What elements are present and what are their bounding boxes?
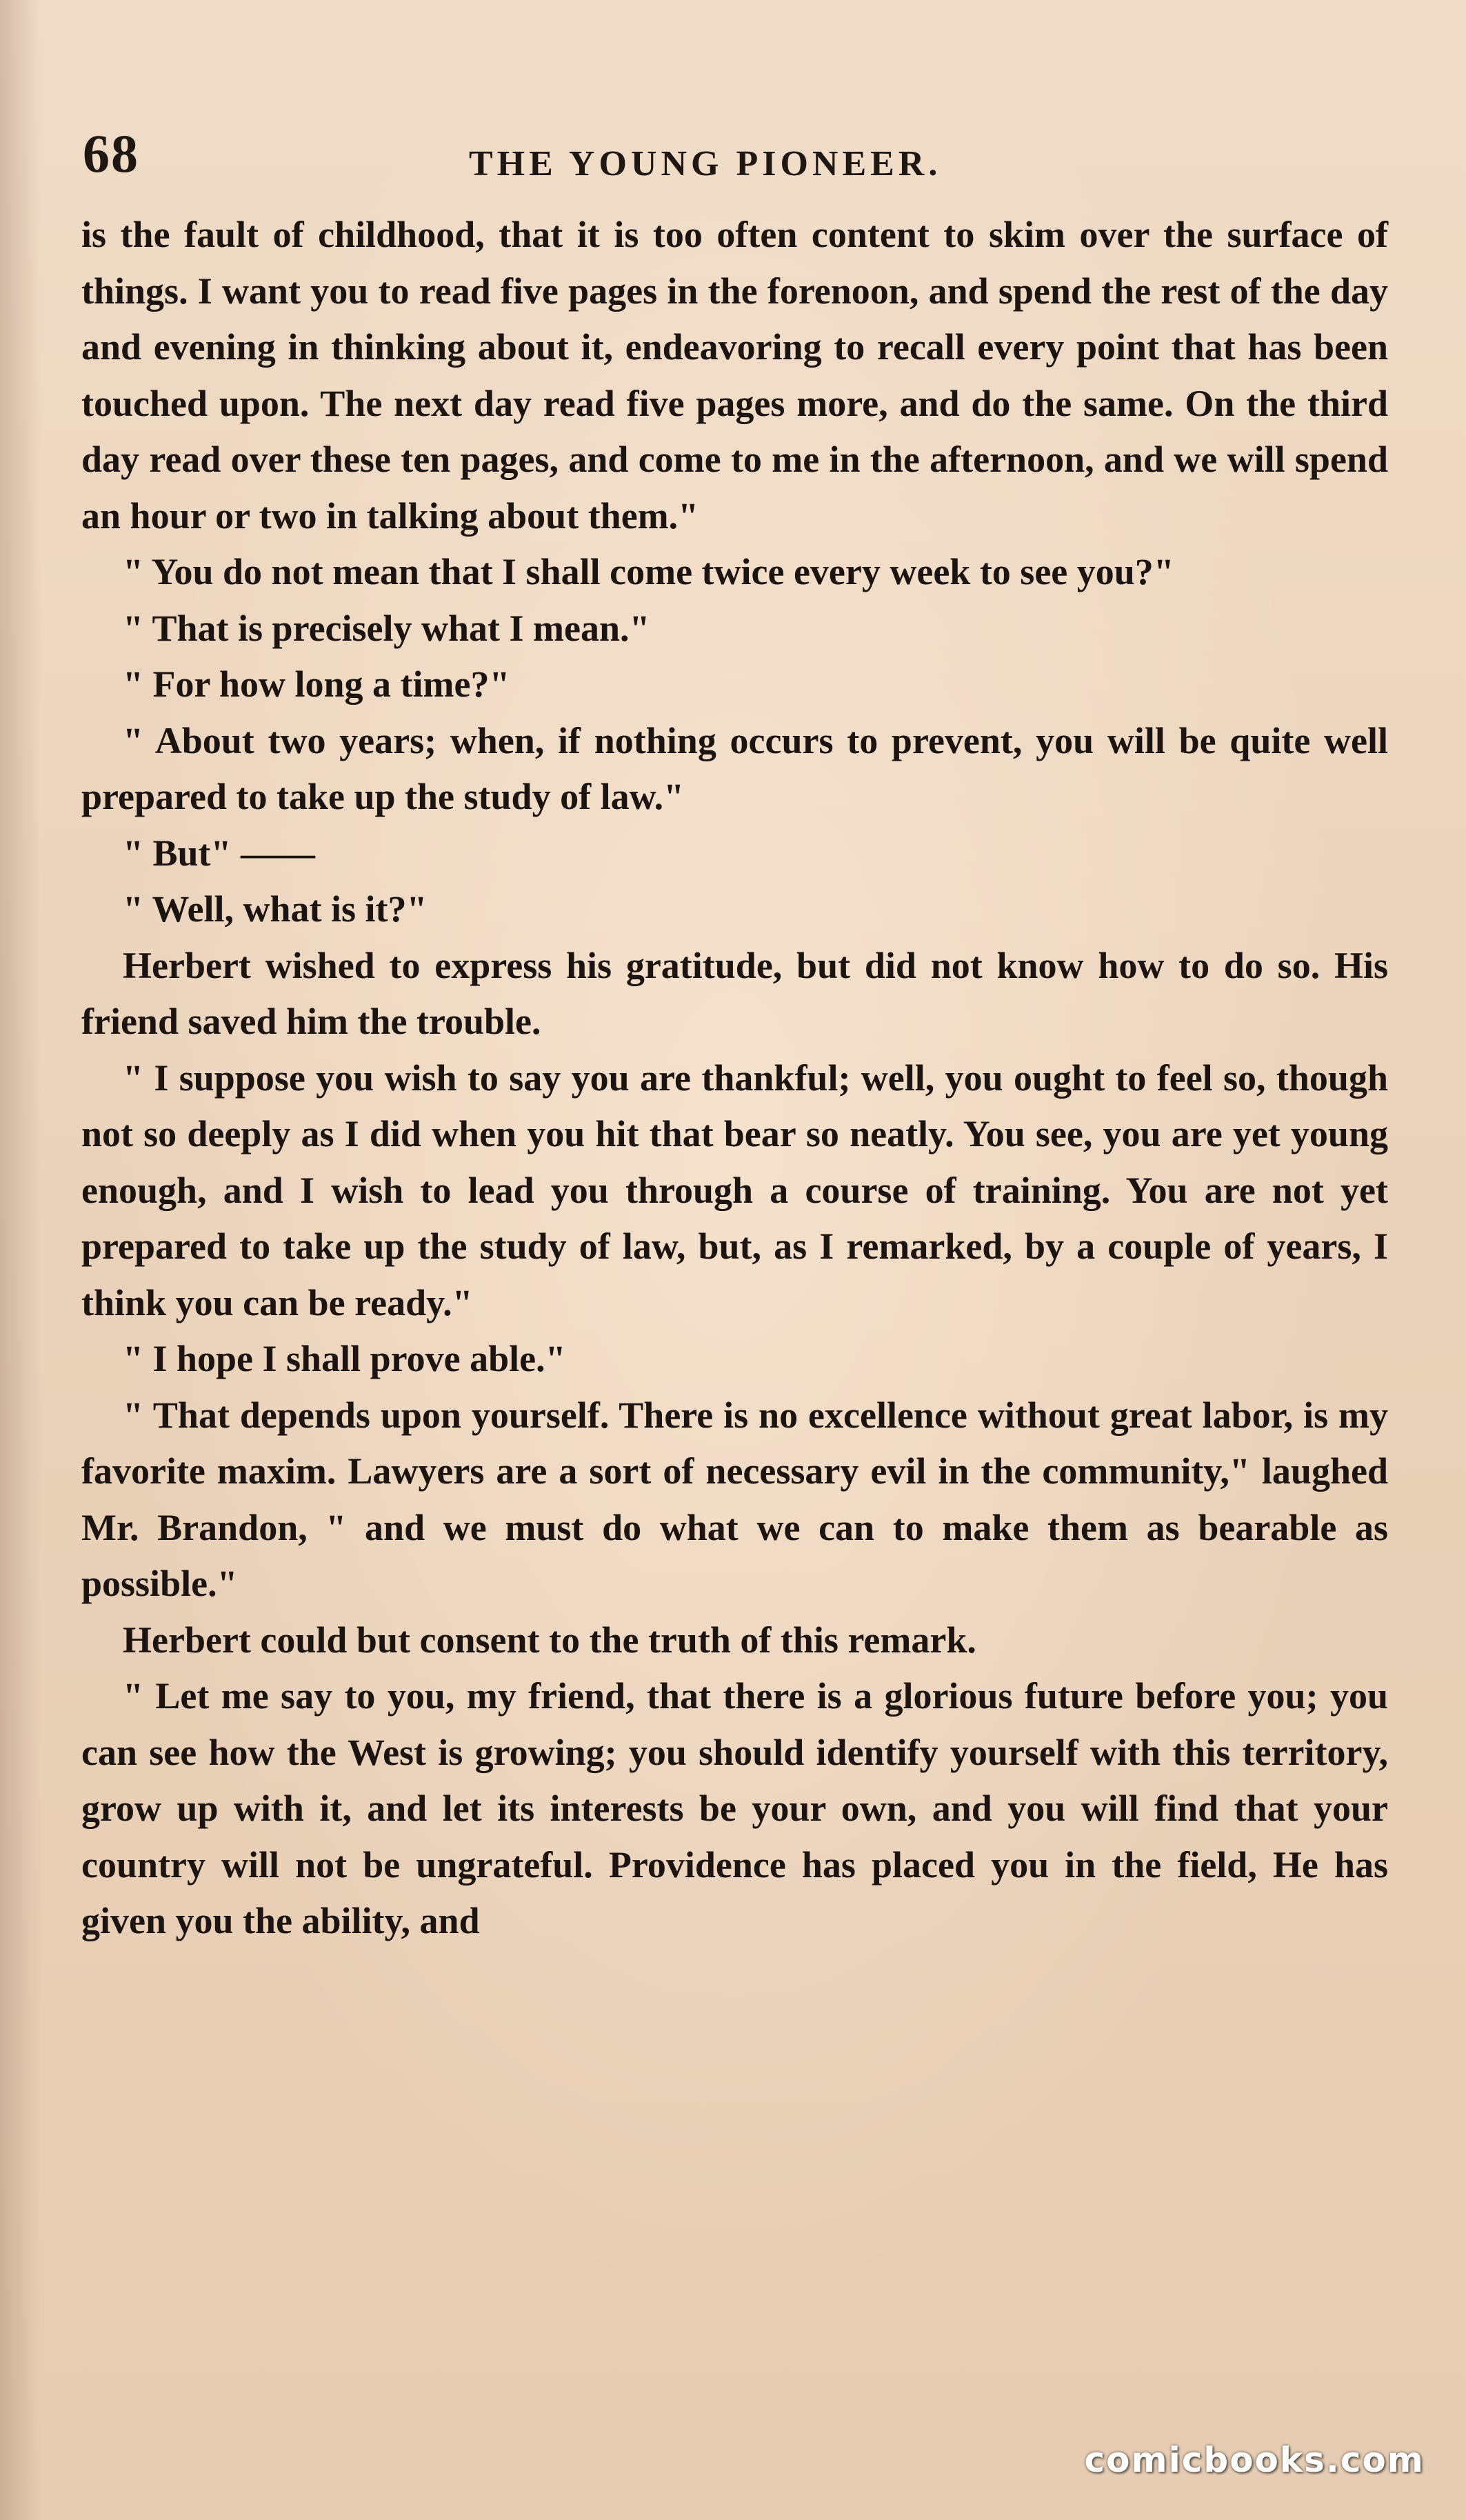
paragraph: " That depends upon yourself. There is no excellence without great labor, is my favorite maxim. Lawyers are a sort of necessary evil in the community," laughed Mr. Brandon, " and we must do what we can to make them as bearable as possible." [81,1394,1388,1604]
source-watermark: comicbooks.com [1084,2440,1425,2480]
paragraph: " About two years; when, if nothing occurs to prevent, you will be quite well prepared to take up the study of law." [81,719,1388,817]
paragraph: is the fault of childhood, that it is too often content to skim over the surface of things. I want you to read five pages in the forenoon, and spend the rest of the day and evening in thinking about it, endeavoring to recall every point that has been touched upon. The next day read five pages more, and do the same. On the third day read over these ten pages, and come to me in the afternoon, and we will spend an hour or two in talking about them." [81,214,1388,537]
paragraph: Herbert wished to express his gratitude, but did not know how to do so. His friend saved him the trouble. [81,944,1388,1042]
paragraph: " Let me say to you, my friend, that there is a glorious future before you; you can see how the West is growing; you should identify yourself with this territory, grow up with it, and let its interests be your own, and you will find that your country will not be ungrateful. Providence has placed you in the field, He has given you the ability, and [81,1675,1388,1941]
paragraph: Herbert could but consent to the truth of this remark. [123,1619,976,1661]
running-head: THE YOUNG PIONEER. [469,144,942,183]
paragraph: " For how long a time?" [123,663,510,705]
paragraph: " That is precisely what I mean." [123,607,650,649]
paragraph: " Well, what is it?" [123,888,428,930]
paragraph: " You do not mean that I shall come twice every week to see you?" [123,551,1174,592]
paragraph: " I suppose you wish to say you are thankful; well, you ought to feel so, though not so deeply as I did when you hit that bear so neatly. You see, you are yet young enough, and I wish to lead you through a course of training. You are not yet prepared to take up the study of law, but, as I remarked, by a couple of years, I think you can be ready." [81,1057,1388,1323]
page-header [83,123,1379,185]
body-text [81,207,1388,1950]
paragraph: " But" —— [123,832,315,874]
page-edge-shadow [0,0,41,2520]
page-number: 68 [83,123,139,183]
paragraph: " I hope I shall prove able." [123,1338,566,1379]
